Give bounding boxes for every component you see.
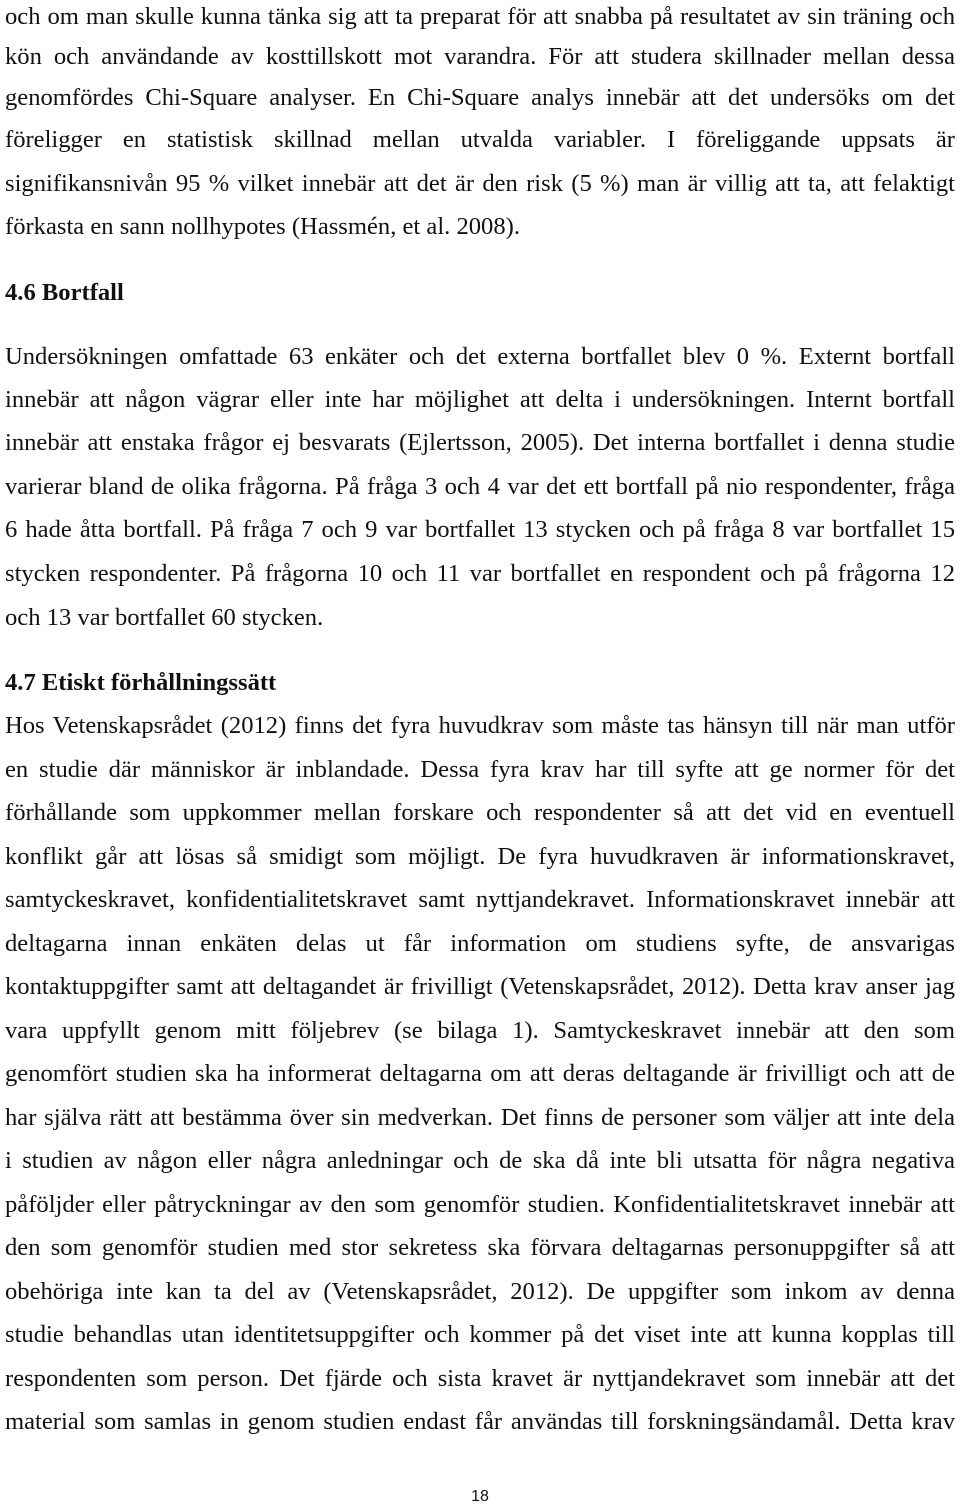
text-line: konflikt går att lösas så smidigt som möjligt. De fyra huvudkraven är informationskravet,: [5, 843, 955, 870]
text-line: varierar bland de olika frågorna. På fråga 3 och 4 var det ett bortfall på nio respondenter, fråga: [5, 473, 955, 500]
text-line: har själva rätt att bestämma över sin medverkan. Det finns de personer som väljer att inte dela: [5, 1104, 955, 1131]
text-line: studie behandlas utan identitetsuppgifter och kommer på det viset inte att kunna kopplas till: [5, 1321, 955, 1348]
text-line: förhållande som uppkommer mellan forskare och respondenter så att det vid en eventuell: [5, 799, 955, 826]
text-line: förkasta en sann nollhypotes (Hassmén, et al. 2008).: [5, 213, 520, 240]
text-line: signifikansnivån 95 % vilket innebär att det är den risk (5 %) man är villig att ta, att felaktigt: [5, 170, 955, 197]
text-line: genomfört studien ska ha informerat deltagarna om att deras deltagande är frivilligt och att de: [5, 1060, 955, 1087]
text-line: och om man skulle kunna tänka sig att ta preparat för att snabba på resultatet av sin träning och: [5, 3, 955, 30]
text-line: innebär att någon vägrar eller inte har möjlighet att delta i undersökningen. Internt bortfall: [5, 386, 955, 413]
text-line: vara uppfyllt genom mitt följebrev (se bilaga 1). Samtyckeskravet innebär att den som: [5, 1017, 955, 1044]
text-line: i studien av någon eller några anledningar och de ska då inte bli utsatta för några negativa: [5, 1147, 955, 1174]
page-number: 18: [471, 1488, 489, 1505]
text-line: Undersökningen omfattade 63 enkäter och det externa bortfallet blev 0 %. Externt bortfall: [5, 343, 955, 370]
text-line: kön och användande av kosttillskott mot varandra. För att studera skillnader mellan dessa: [5, 43, 955, 70]
text-line: stycken respondenter. På frågorna 10 och 11 var bortfallet en respondent och på frågorna 12: [5, 560, 955, 587]
text-line: föreligger en statistisk skillnad mellan utvalda variabler. I föreliggande uppsats är: [5, 126, 955, 153]
text-line: en studie där människor är inblandade. Dessa fyra krav har till syfte att ge normer för det: [5, 756, 955, 783]
text-line: samtyckeskravet, konfidentialitetskravet samt nyttjandekravet. Informationskravet innebär att: [5, 886, 955, 913]
section-heading: 4.6 Bortfall: [5, 279, 124, 306]
text-line: genomfördes Chi-Square analyser. En Chi-Square analys innebär att det undersöks om det: [5, 84, 955, 111]
text-line: deltagarna innan enkäten delas ut får information om studiens syfte, de ansvarigas: [5, 930, 955, 957]
text-line: innebär att enstaka frågor ej besvarats (Ejlertsson, 2005). Det interna bortfallet i denna studie: [5, 429, 955, 456]
text-line: respondenten som person. Det fjärde och sista kravet är nyttjandekravet som innebär att det: [5, 1365, 955, 1392]
text-line: obehöriga inte kan ta del av (Vetenskapsrådet, 2012). De uppgifter som inkom av denna: [5, 1278, 955, 1305]
text-line: Hos Vetenskapsrådet (2012) finns det fyra huvudkrav som måste tas hänsyn till när man utför: [5, 712, 955, 739]
text-line: påföljder eller påtryckningar av den som genomför studien. Konfidentialitetskravet innebär att: [5, 1191, 955, 1218]
section-heading: 4.7 Etiskt förhållningssätt: [5, 669, 277, 696]
text-line: material som samlas in genom studien endast får användas till forskningsändamål. Detta krav: [5, 1408, 955, 1435]
text-line: 6 hade åtta bortfall. På fråga 7 och 9 var bortfallet 13 stycken och på fråga 8 var bortfallet 15: [5, 516, 955, 543]
text-line: den som genomför studien med stor sekretess ska förvara deltagarnas personuppgifter så att: [5, 1234, 955, 1261]
text-line: och 13 var bortfallet 60 stycken.: [5, 604, 324, 631]
text-line: kontaktuppgifter samt att deltagandet är frivilligt (Vetenskapsrådet, 2012). Detta krav anser jag: [5, 973, 955, 1000]
